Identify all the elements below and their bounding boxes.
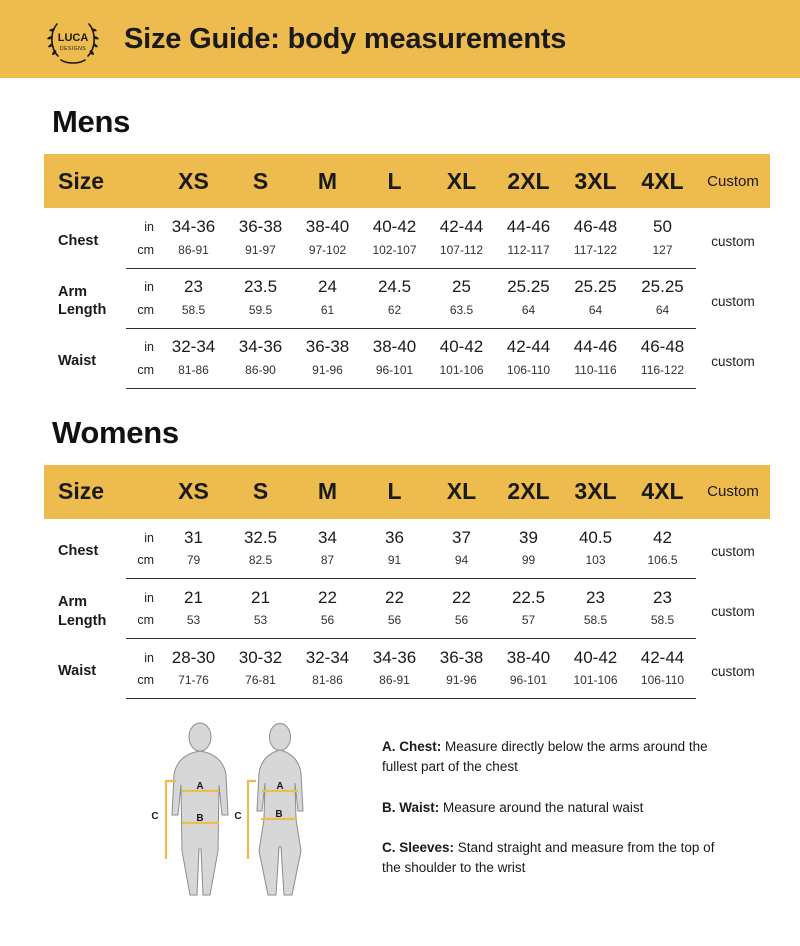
note-sleeves-key: C. Sleeves: bbox=[382, 839, 455, 855]
cell-waist-cm-4xl: 116-122 bbox=[629, 360, 696, 388]
cell-waist-cm-2xl: 96-101 bbox=[495, 671, 562, 699]
cell-waist-cm-m: 81-86 bbox=[294, 671, 361, 699]
cell-chest-in-l: 40-42 bbox=[372, 217, 417, 236]
cell-chest-cm-2xl: 112-117 bbox=[495, 240, 562, 268]
cell-chest-cm-l: 91 bbox=[361, 551, 428, 579]
table-row bbox=[44, 268, 770, 300]
cell-chest-in-2xl: 39 bbox=[519, 527, 538, 547]
row-label-line2: Length bbox=[58, 612, 107, 629]
header-cell-2xl: 2XL bbox=[495, 465, 562, 519]
cell-arm-in-s: 23.5 bbox=[243, 277, 278, 297]
cell-chest-in-3xl: 40.5 bbox=[578, 527, 613, 547]
cell-chest-in-m: 34 bbox=[318, 527, 337, 547]
cell-chest-in-xs: 31 bbox=[184, 527, 203, 547]
cell-arm-cm-xs: 58.5 bbox=[160, 300, 227, 328]
cell-waist-cm-3xl: 101-106 bbox=[562, 671, 629, 699]
cell-arm-in-3xl: 25.25 bbox=[574, 277, 617, 297]
cell-chest-in-2xl: 44-46 bbox=[506, 217, 551, 236]
cell-chest-custom: custom bbox=[711, 544, 755, 559]
cell-arm-in-4xl: 25.25 bbox=[641, 277, 684, 297]
header-cell-custom: Custom bbox=[696, 465, 770, 519]
cell-arm-cm-s: 53 bbox=[227, 611, 294, 639]
measurement-notes bbox=[360, 719, 756, 898]
cell-arm-cm-xl: 63.5 bbox=[428, 300, 495, 328]
cell-arm-cm-m: 56 bbox=[294, 611, 361, 639]
unit-in: in bbox=[144, 340, 154, 355]
header-cell-xl: XL bbox=[428, 154, 495, 208]
cell-chest-in-4xl: 42 bbox=[653, 527, 672, 547]
header-cell-3xl: 3XL bbox=[562, 154, 629, 208]
unit-cm: cm bbox=[126, 300, 160, 328]
label-c-male: C bbox=[151, 811, 159, 822]
table-row bbox=[44, 611, 770, 639]
cell-chest-cm-xs: 86-91 bbox=[160, 240, 227, 268]
body-figures bbox=[140, 719, 360, 904]
row-label-line2: Length bbox=[58, 302, 107, 318]
row-label-arm-length bbox=[44, 579, 126, 639]
row-label-chest: Chest bbox=[58, 543, 99, 560]
cell-waist-cm-4xl: 106-110 bbox=[629, 671, 696, 699]
cell-waist-in-xl: 40-42 bbox=[439, 337, 484, 357]
womens-size-table bbox=[44, 465, 770, 700]
cell-arm-cm-2xl: 64 bbox=[495, 300, 562, 328]
mens-header-row bbox=[44, 154, 770, 208]
measurement-guide bbox=[0, 719, 800, 904]
unit-cm: cm bbox=[126, 671, 160, 699]
header-cell-s: S bbox=[227, 465, 294, 519]
cell-waist-cm-xl: 101-106 bbox=[428, 360, 495, 388]
cell-arm-in-l: 22 bbox=[385, 587, 404, 607]
cell-waist-in-xs: 32-34 bbox=[171, 337, 216, 357]
unit-cm: cm bbox=[126, 240, 160, 268]
section-title-womens: Womens bbox=[52, 414, 179, 450]
cell-arm-in-xs: 21 bbox=[184, 587, 203, 607]
header-cell-xs: XS bbox=[160, 154, 227, 208]
unit-cm: cm bbox=[126, 611, 160, 639]
cell-chest-cm-xs: 79 bbox=[160, 551, 227, 579]
mens-size-table bbox=[44, 154, 770, 389]
cell-arm-in-3xl: 23 bbox=[586, 587, 605, 607]
header-cell-2xl: 2XL bbox=[495, 154, 562, 208]
cell-arm-cm-3xl: 58.5 bbox=[562, 611, 629, 639]
cell-chest-cm-3xl: 103 bbox=[562, 551, 629, 579]
table-row bbox=[44, 208, 770, 240]
cell-waist-in-xl: 36-38 bbox=[439, 647, 484, 667]
cell-arm-custom: custom bbox=[711, 293, 755, 309]
cell-waist-in-2xl: 38-40 bbox=[506, 647, 551, 667]
table-row bbox=[44, 551, 770, 579]
table-row bbox=[44, 671, 770, 699]
svg-text:DESIGNS: DESIGNS bbox=[59, 46, 87, 52]
cell-waist-custom: custom bbox=[711, 353, 755, 369]
cell-waist-in-s: 34-36 bbox=[238, 337, 283, 357]
header-cell-size: Size bbox=[44, 154, 160, 208]
cell-waist-in-2xl: 42-44 bbox=[506, 337, 551, 357]
luca-designs-logo bbox=[44, 10, 102, 68]
header-cell-s: S bbox=[227, 154, 294, 208]
cell-chest-cm-s: 82.5 bbox=[227, 551, 294, 579]
cell-arm-cm-4xl: 64 bbox=[629, 300, 696, 328]
cell-chest-cm-m: 87 bbox=[294, 551, 361, 579]
unit-cm: cm bbox=[126, 551, 160, 579]
cell-waist-cm-s: 76-81 bbox=[227, 671, 294, 699]
table-row bbox=[44, 579, 770, 611]
page-header bbox=[0, 0, 800, 78]
cell-waist-in-l: 34-36 bbox=[372, 647, 417, 667]
table-row bbox=[44, 639, 770, 671]
cell-waist-in-4xl: 42-44 bbox=[640, 647, 685, 667]
section-title-mens: Mens bbox=[52, 104, 131, 139]
cell-chest-in-xl: 37 bbox=[452, 527, 471, 547]
cell-arm-cm-l: 62 bbox=[361, 300, 428, 328]
cell-arm-in-l: 24.5 bbox=[377, 277, 412, 297]
cell-chest-cm-xl: 94 bbox=[428, 551, 495, 579]
header-cell-l: L bbox=[361, 154, 428, 208]
cell-arm-in-m: 24 bbox=[318, 277, 337, 297]
cell-chest-in-l: 36 bbox=[385, 527, 404, 547]
header-cell-4xl: 4XL bbox=[629, 154, 696, 208]
cell-arm-in-m: 22 bbox=[318, 587, 337, 607]
cell-chest-cm-xl: 107-112 bbox=[428, 240, 495, 268]
unit-in: in bbox=[144, 590, 154, 605]
header-cell-m: M bbox=[294, 465, 361, 519]
womens-table-wrap bbox=[0, 465, 800, 700]
cell-chest-cm-s: 91-97 bbox=[227, 240, 294, 268]
cell-chest-cm-l: 102-107 bbox=[361, 240, 428, 268]
cell-chest-cm-2xl: 99 bbox=[495, 551, 562, 579]
note-chest-text: Measure directly below the arms around the fullest part of the chest bbox=[382, 739, 708, 775]
cell-arm-in-xs: 23 bbox=[184, 277, 203, 297]
note-chest bbox=[382, 737, 732, 778]
cell-chest-in-3xl: 46-48 bbox=[573, 217, 618, 236]
cell-waist-cm-2xl: 106-110 bbox=[495, 360, 562, 388]
label-b-male: B bbox=[196, 813, 204, 824]
cell-waist-cm-3xl: 110-116 bbox=[562, 360, 629, 388]
header-cell-xl: XL bbox=[428, 465, 495, 519]
cell-arm-custom: custom bbox=[711, 604, 755, 619]
cell-chest-cm-3xl: 117-122 bbox=[562, 240, 629, 268]
cell-waist-in-3xl: 40-42 bbox=[573, 647, 618, 667]
cell-waist-cm-xs: 71-76 bbox=[160, 671, 227, 699]
cell-arm-cm-xs: 53 bbox=[160, 611, 227, 639]
table-row bbox=[44, 300, 770, 328]
cell-arm-cm-2xl: 57 bbox=[495, 611, 562, 639]
row-label-chest: Chest bbox=[58, 232, 99, 249]
cell-arm-in-xl: 25 bbox=[452, 277, 471, 297]
cell-waist-cm-s: 86-90 bbox=[227, 360, 294, 388]
cell-arm-in-2xl: 25.25 bbox=[507, 277, 550, 297]
label-b-female: B bbox=[275, 809, 283, 820]
womens-header-row bbox=[44, 465, 770, 519]
cell-chest-in-xs: 34-36 bbox=[171, 217, 216, 236]
cell-waist-cm-xl: 91-96 bbox=[428, 671, 495, 699]
cell-chest-in-m: 38-40 bbox=[305, 217, 350, 236]
cell-waist-cm-l: 86-91 bbox=[361, 671, 428, 699]
unit-in: in bbox=[144, 280, 154, 295]
unit-in: in bbox=[144, 530, 154, 545]
cell-arm-in-2xl: 22.5 bbox=[511, 587, 546, 607]
note-waist bbox=[382, 798, 732, 818]
cell-chest-in-xl: 42-44 bbox=[439, 217, 484, 236]
cell-arm-cm-4xl: 58.5 bbox=[629, 611, 696, 639]
note-chest-key: A. Chest: bbox=[382, 739, 442, 754]
cell-chest-in-s: 32.5 bbox=[243, 527, 278, 547]
cell-arm-in-xl: 22 bbox=[452, 587, 471, 607]
svg-text:LUCA: LUCA bbox=[57, 32, 89, 44]
row-label-line1: Arm bbox=[58, 594, 88, 611]
header-cell-m: M bbox=[294, 154, 361, 208]
header-cell-xs: XS bbox=[160, 465, 227, 519]
cell-chest-custom: custom bbox=[711, 233, 755, 249]
label-a-male: A bbox=[196, 781, 204, 792]
table-row bbox=[44, 328, 770, 360]
cell-waist-in-m: 32-34 bbox=[305, 647, 350, 667]
unit-cm: cm bbox=[126, 360, 160, 388]
row-label-line1: Arm bbox=[58, 283, 88, 300]
header-cell-4xl: 4XL bbox=[629, 465, 696, 519]
header-cell-l: L bbox=[361, 465, 428, 519]
table-row bbox=[44, 240, 770, 268]
cell-chest-in-s: 36-38 bbox=[238, 217, 283, 236]
cell-arm-cm-xl: 56 bbox=[428, 611, 495, 639]
cell-waist-in-s: 30-32 bbox=[238, 647, 283, 667]
table-row bbox=[44, 360, 770, 388]
cell-waist-custom: custom bbox=[711, 664, 755, 679]
page-title: Size Guide: body measurements bbox=[124, 22, 567, 55]
cell-chest-cm-m: 97-102 bbox=[294, 240, 361, 268]
row-label-waist: Waist bbox=[58, 663, 97, 680]
table-row bbox=[44, 519, 770, 551]
note-waist-key: B. Waist: bbox=[382, 799, 440, 815]
cell-waist-in-3xl: 44-46 bbox=[573, 337, 618, 357]
unit-in: in bbox=[144, 650, 154, 665]
label-c-female: C bbox=[234, 811, 242, 822]
figures-svg bbox=[140, 719, 360, 899]
cell-chest-in-4xl: 50 bbox=[653, 217, 672, 236]
header-cell-custom: Custom bbox=[696, 154, 770, 208]
header-cell-size: Size bbox=[44, 465, 160, 519]
cell-arm-cm-m: 61 bbox=[294, 300, 361, 328]
cell-waist-cm-l: 96-101 bbox=[361, 360, 428, 388]
cell-waist-in-xs: 28-30 bbox=[171, 647, 216, 667]
row-label-waist: Waist bbox=[58, 352, 97, 369]
header-cell-3xl: 3XL bbox=[562, 465, 629, 519]
note-waist-text: Measure around the natural waist bbox=[439, 799, 644, 815]
cell-chest-cm-4xl: 106.5 bbox=[629, 551, 696, 579]
male-figure-icon bbox=[172, 723, 228, 895]
cell-waist-in-4xl: 46-48 bbox=[640, 337, 685, 357]
row-label-arm-length bbox=[44, 268, 126, 328]
cell-arm-in-s: 21 bbox=[251, 587, 270, 607]
cell-chest-cm-4xl: 127 bbox=[629, 240, 696, 268]
cell-waist-in-l: 38-40 bbox=[372, 337, 417, 357]
cell-arm-cm-s: 59.5 bbox=[227, 300, 294, 328]
cell-waist-cm-m: 91-96 bbox=[294, 360, 361, 388]
cell-arm-cm-l: 56 bbox=[361, 611, 428, 639]
unit-in: in bbox=[144, 220, 154, 234]
cell-arm-cm-3xl: 64 bbox=[562, 300, 629, 328]
label-a-female: A bbox=[276, 781, 284, 792]
cell-waist-cm-xs: 81-86 bbox=[160, 360, 227, 388]
cell-waist-in-m: 36-38 bbox=[305, 337, 350, 357]
cell-arm-in-4xl: 23 bbox=[653, 587, 672, 607]
note-sleeves-text: Stand straight and measure from the top of the shoulder to the wrist bbox=[382, 839, 715, 875]
note-sleeves bbox=[382, 838, 732, 879]
mens-table-wrap bbox=[0, 154, 800, 389]
